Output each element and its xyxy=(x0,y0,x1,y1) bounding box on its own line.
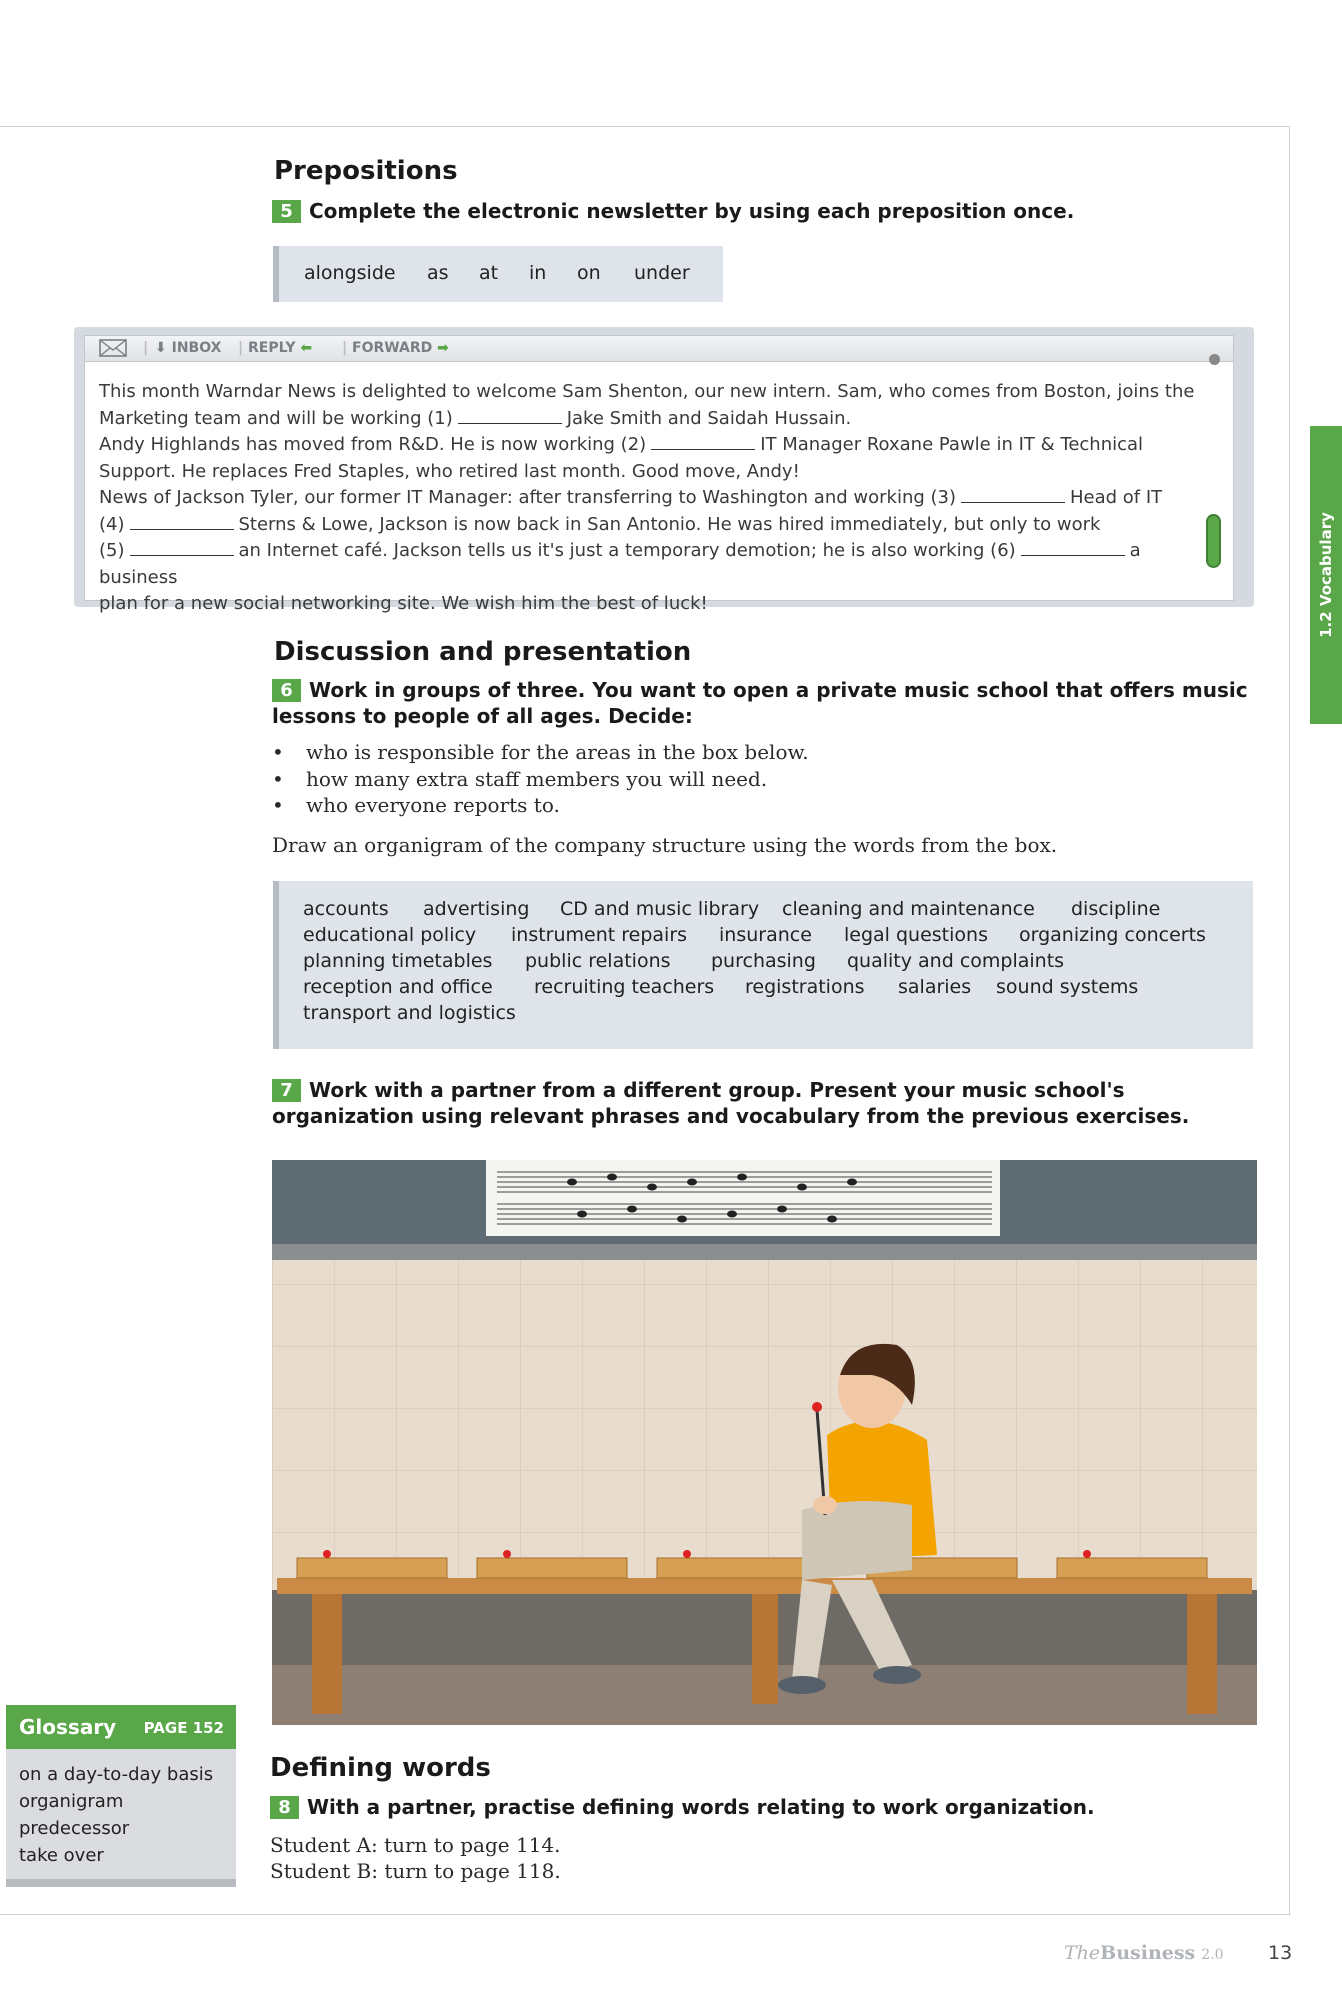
word-as: as xyxy=(427,262,449,284)
inbox-button[interactable]: ⬇ INBOX xyxy=(155,340,222,356)
forward-arrow-icon: ➡ xyxy=(437,340,449,356)
glossary-item: on a day-to-day basis xyxy=(19,1764,214,1785)
page-number: 13 xyxy=(1268,1942,1293,1964)
student-a-instruction: Student A: turn to page 114. xyxy=(270,1833,561,1857)
task-6-text: Work in groups of three. You want to open a private music school that offers music lessons to people of all ages. Decide: xyxy=(272,678,1248,728)
newsletter-line xyxy=(99,432,1199,459)
envelope-icon xyxy=(99,339,127,361)
email-scrollbar[interactable] xyxy=(1203,344,1225,599)
reply-arrow-icon: ⬅ xyxy=(300,340,313,356)
glossary-title: Glossary xyxy=(19,1715,117,1739)
area-word: accounts xyxy=(303,898,389,920)
newsletter-segment: News of Jackson Tyler, our former IT Manager: after transferring to Washington and working (3) xyxy=(99,487,956,508)
reply-button[interactable] xyxy=(248,340,312,356)
word-at: at xyxy=(479,262,499,284)
newsletter-segment: IT Manager Roxane Pawle in IT & Technical xyxy=(760,434,1144,455)
area-word: quality and complaints xyxy=(847,950,1065,972)
bullet-item: • who is responsible for the areas in the box below. xyxy=(272,739,809,766)
area-word: advertising xyxy=(423,898,530,920)
prepositions-heading: Prepositions xyxy=(274,156,458,186)
newsletter-segment: Marketing team and will be working (1) xyxy=(99,407,453,429)
toolbar-divider: | xyxy=(238,340,244,356)
brand-the: The xyxy=(1064,1942,1101,1964)
task-7 xyxy=(272,1077,1252,1129)
newsletter-line xyxy=(99,406,1199,433)
newsletter-segment: a business xyxy=(99,540,1141,588)
discussion-heading: Discussion and presentation xyxy=(274,637,692,667)
area-word: discipline xyxy=(1071,898,1161,920)
glossary-page-link[interactable]: PAGE 152 xyxy=(143,1719,224,1737)
glossary-item: take over xyxy=(19,1845,104,1866)
area-word: registrations xyxy=(745,976,865,998)
task-8-text: With a partner, practise defining words relating to work organization. xyxy=(307,1795,1095,1819)
word-on: on xyxy=(577,262,601,284)
task-5 xyxy=(272,198,1252,224)
gap-4-blank[interactable] xyxy=(130,516,234,530)
gap-3-blank[interactable] xyxy=(961,489,1065,503)
book-brand-footer xyxy=(1064,1942,1224,1964)
task-8-number: 8 xyxy=(270,1796,299,1819)
area-word: organizing concerts xyxy=(1019,924,1206,946)
newsletter-segment: (4) xyxy=(99,513,125,535)
glossary-header xyxy=(6,1705,236,1749)
area-word: recruiting teachers xyxy=(534,976,715,998)
section-side-tab xyxy=(1310,426,1342,724)
glossary-item: organigram xyxy=(19,1791,124,1812)
area-word: public relations xyxy=(525,950,671,972)
task-5-text: Complete the electronic newsletter by using each preposition once. xyxy=(309,199,1075,223)
newsletter-line xyxy=(99,512,1199,539)
toolbar-divider: | xyxy=(143,340,149,356)
gap-1-blank[interactable] xyxy=(458,410,562,424)
area-word: reception and office xyxy=(303,976,493,998)
newsletter-segment: Sterns & Lowe, Jackson is now back in San Antonio. He was hired immediately, but only to work xyxy=(238,513,1101,535)
section-side-tab-label: 1.2 Vocabulary xyxy=(1317,512,1335,638)
area-word: insurance xyxy=(719,924,812,946)
area-word: cleaning and maintenance xyxy=(782,898,1035,920)
area-word: sound systems xyxy=(996,976,1139,998)
area-word: legal questions xyxy=(844,924,988,946)
area-word: salaries xyxy=(898,976,972,998)
newsletter-segment: Andy Highlands has moved from R&D. He is now working (2) xyxy=(99,434,647,455)
word-under: under xyxy=(634,262,690,284)
area-word: instrument repairs xyxy=(511,924,688,946)
reply-label: REPLY xyxy=(248,340,296,356)
newsletter-segment: an Internet café. Jackson tells us it's just a temporary demotion; he is also working (6) xyxy=(238,540,1016,561)
music-classroom-photo xyxy=(272,1160,1257,1725)
area-word: planning timetables xyxy=(303,950,493,972)
inbox-label: INBOX xyxy=(171,340,222,356)
task-8 xyxy=(270,1794,1250,1820)
newsletter-line xyxy=(99,538,1199,591)
organigram-instruction: Draw an organigram of the company structure using the words from the box. xyxy=(272,833,1058,857)
task-6 xyxy=(272,677,1252,729)
page-frame-top xyxy=(0,126,1290,127)
page-frame-right xyxy=(1289,126,1290,1915)
music-school-areas-box xyxy=(273,881,1253,1049)
newsletter-segment: Head of IT xyxy=(1070,487,1163,508)
newsletter-segment: (5) xyxy=(99,540,125,561)
preposition-word-box xyxy=(273,246,723,302)
brand-business: Business xyxy=(1100,1942,1196,1964)
student-b-instruction: Student B: turn to page 118. xyxy=(270,1859,561,1883)
email-toolbar xyxy=(85,336,1233,362)
glossary-panel xyxy=(6,1705,236,1887)
toolbar-divider: | xyxy=(342,340,348,356)
brand-version: 2.0 xyxy=(1201,1947,1224,1963)
task-7-text: Work with a partner from a different group. Present your music school's organization using relevant phrases and vocabulary from the previous exercises. xyxy=(272,1078,1190,1128)
page-frame-bottom xyxy=(0,1914,1290,1915)
email-body-panel xyxy=(84,335,1234,614)
task-7-number: 7 xyxy=(272,1079,301,1102)
scrollbar-thumb[interactable] xyxy=(1206,514,1221,568)
newsletter-line xyxy=(99,485,1199,512)
glossary-item: predecessor xyxy=(19,1818,130,1839)
glossary-footer-bar xyxy=(6,1879,236,1887)
area-word: purchasing xyxy=(711,950,816,972)
forward-label: FORWARD xyxy=(352,340,433,356)
newsletter-line: This month Warndar News is delighted to welcome Sam Shenton, our new intern. Sam, who comes from Boston, joins the xyxy=(99,381,1195,402)
bullet-item: • who everyone reports to. xyxy=(272,792,809,819)
area-word: transport and logistics xyxy=(303,1002,516,1024)
task-6-number: 6 xyxy=(272,679,301,702)
defining-words-heading: Defining words xyxy=(270,1753,491,1783)
gap-6-blank[interactable] xyxy=(1021,542,1125,556)
newsletter-line: Support. He replaces Fred Staples, who retired last month. Good move, Andy! xyxy=(99,460,800,482)
newsletter-email-window xyxy=(74,327,1254,614)
bullet-item: • how many extra staff members you will need. xyxy=(272,766,809,793)
glossary-list xyxy=(19,1761,213,1869)
newsletter-line: plan for a new social networking site. We wish him the best of luck! xyxy=(99,593,708,614)
word-alongside: alongside xyxy=(304,262,396,284)
gap-5-blank[interactable] xyxy=(130,542,234,556)
word-in: in xyxy=(529,262,547,284)
newsletter-segment: Jake Smith and Saidah Hussain. xyxy=(566,407,852,429)
task-5-number: 5 xyxy=(272,200,301,223)
area-word: educational policy xyxy=(303,924,477,946)
area-word: CD and music library xyxy=(560,898,760,920)
newsletter-text xyxy=(99,379,1199,618)
gap-2-blank[interactable] xyxy=(651,436,755,450)
decision-bullet-list xyxy=(272,739,809,819)
forward-button[interactable] xyxy=(352,340,449,356)
scroll-dot-icon xyxy=(1209,354,1220,365)
